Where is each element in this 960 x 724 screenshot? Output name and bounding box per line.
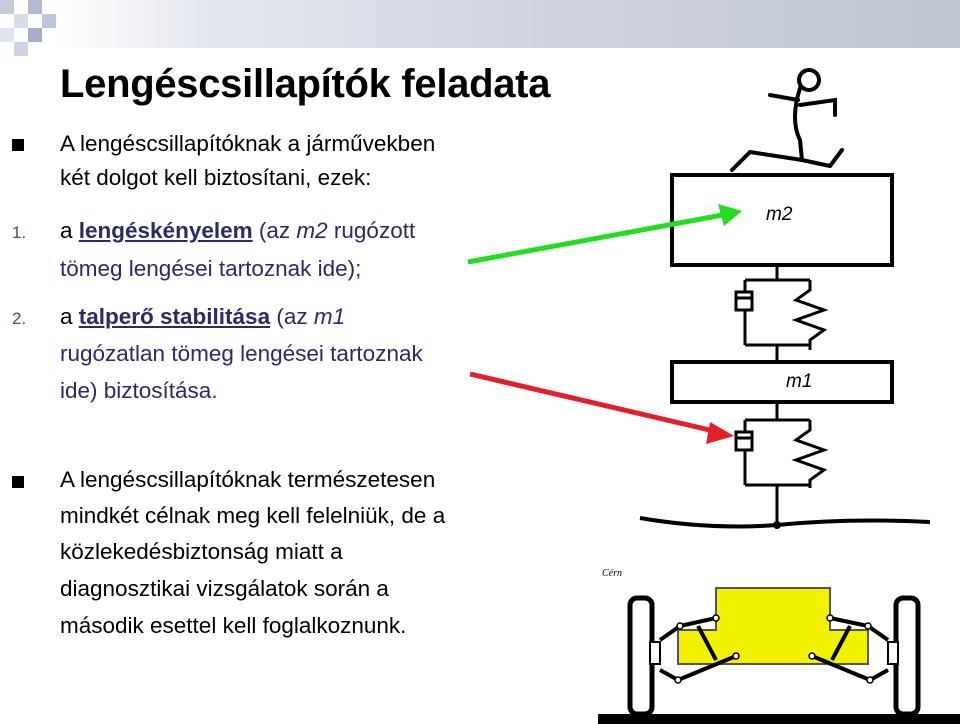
- item1-number: 1.: [12, 223, 27, 242]
- bullet2-line2: mindkét célnak meg kell felelniük, de a: [60, 503, 446, 528]
- car-body: [678, 588, 868, 664]
- upper-mass-label: m2: [766, 204, 793, 225]
- item1-mid: (az: [252, 218, 297, 243]
- item2-number: 2.: [12, 309, 27, 328]
- lower-spring-damper: [736, 402, 824, 522]
- item1-line1: [60, 216, 415, 246]
- item1-prefix: a: [60, 218, 79, 243]
- item1-suffix: rugózott: [327, 218, 416, 243]
- item2-prefix: a: [60, 304, 79, 329]
- item1-keyword: lengéskényelem: [78, 218, 253, 243]
- square-bullet-icon: [12, 139, 24, 151]
- seated-person-figure: [732, 70, 842, 170]
- item1-var: m2: [296, 218, 328, 243]
- right-wheel: [896, 598, 918, 714]
- quarter-car-diagram: [630, 60, 960, 550]
- square-bullet-icon: [12, 476, 24, 488]
- suspension-diagram: [598, 560, 960, 724]
- bullet1-line1: A lengéscsillapítóknak a járművekben: [60, 131, 436, 156]
- bullet2-line4: diagnosztikai vizsgálatok során a: [60, 576, 389, 601]
- bullet2-line1: A lengéscsillapítóknak természetesen: [60, 467, 436, 492]
- bullet2-line3: közlekedésbiztonság miatt a: [60, 539, 343, 564]
- corner-checker-decoration: [0, 0, 70, 60]
- lower-mass-label: m1: [786, 371, 813, 392]
- header-band: [0, 0, 960, 48]
- bullet2-line5: második esettel kell foglalkoznunk.: [60, 613, 407, 638]
- road-profile: [640, 518, 930, 526]
- item2-var: m1: [313, 304, 346, 329]
- suspension-caption: Cérn: [602, 568, 622, 579]
- bullet1-line2: két dolgot kell biztosítani, ezek:: [60, 165, 372, 190]
- slide-title: Lengéscsillapítók feladata: [60, 62, 551, 106]
- item2-line3: ide) biztosítása.: [60, 378, 218, 403]
- item2-line2: rugózatlan tömeg lengései tartoznak: [60, 341, 423, 366]
- upper-spring-damper: [736, 265, 824, 362]
- item2-line1: [60, 302, 345, 332]
- item1-line2: tömeg lengései tartoznak ide);: [60, 256, 362, 281]
- item2-mid: (az: [270, 304, 314, 329]
- left-wheel: [630, 598, 652, 714]
- item2-keyword: talperő stabilitása: [78, 304, 271, 329]
- lower-mass-box: [672, 362, 892, 402]
